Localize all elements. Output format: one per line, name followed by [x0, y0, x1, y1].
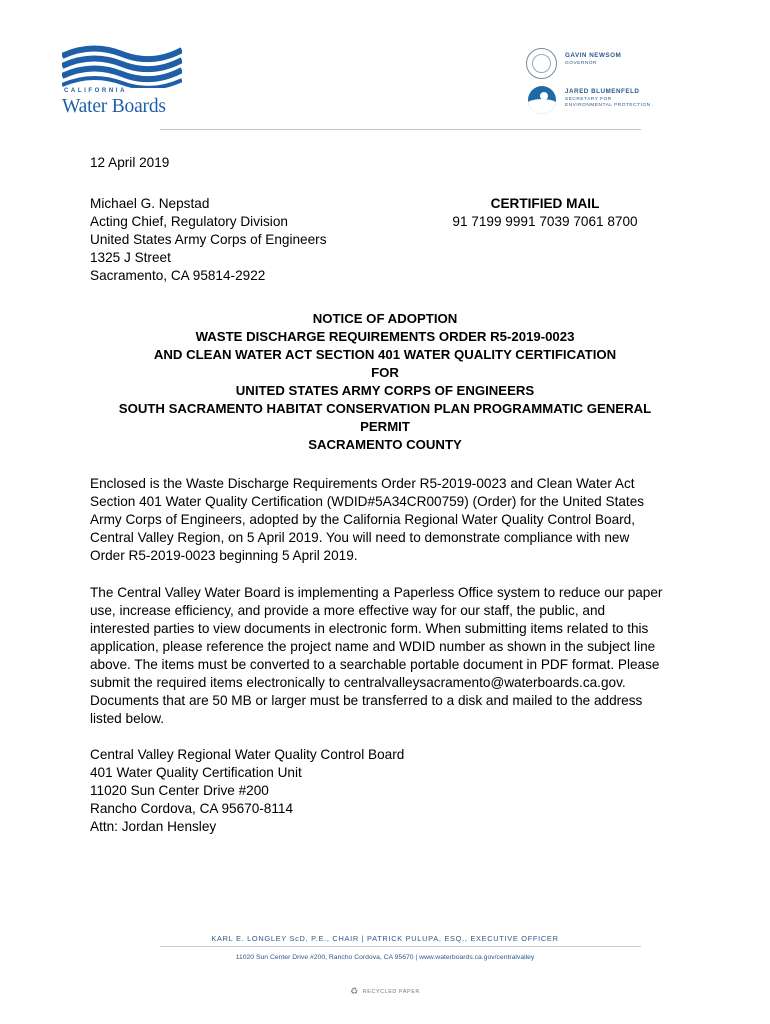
recycled-paper-text: RECYCLED PAPER	[362, 988, 420, 995]
water-boards-logo	[62, 44, 182, 120]
subject-line: AND CLEAN WATER ACT SECTION 401 WATER QUALITY CERTIFICATION	[153, 347, 617, 362]
certified-mail-number: 91 7199 9991 7039 7061 8700	[452, 214, 638, 229]
paragraph-line: Army Corps of Engineers, adopted by the California Regional Water Quality Control Board,	[90, 512, 636, 527]
paragraph-line: interested parties to view documents in electronic form. When submitting items related to this	[90, 621, 649, 636]
mailing-line: Attn: Jordan Hensley	[90, 819, 217, 834]
recipient-line: Acting Chief, Regulatory Division	[90, 214, 288, 229]
logo-state-text: CALIFORNIA	[64, 88, 127, 94]
water-waves-logo-icon	[62, 44, 182, 88]
california-seal-icon	[526, 48, 557, 79]
paragraph-line: above. The items must be converted to a searchable portable document in PDF format. Please	[90, 657, 660, 672]
paragraph-line: use, increase efficiency, and provide a more effective way for our staff, the public, and	[90, 603, 606, 618]
footer-officers: KARL E. LONGLEY ScD, P.E., CHAIR | PATRICK PULUPA, ESQ., EXECUTIVE OFFICER	[211, 934, 559, 943]
paragraph-line: listed below.	[90, 711, 165, 726]
governor-name: GAVIN NEWSOM	[565, 52, 622, 59]
secretary-title-line1: SECRETARY FOR	[565, 97, 612, 102]
recipient-line: Sacramento, CA 95814-2922	[90, 268, 266, 283]
subject-line: SACRAMENTO COUNTY	[308, 437, 462, 452]
footer-address: 11020 Sun Center Drive #200, Rancho Cordova, CA 95670 | www.waterboards.ca.gov/centralvalley	[235, 954, 535, 961]
recipient-address	[90, 195, 327, 285]
subject-line: WASTE DISCHARGE REQUIREMENTS ORDER R5-2019-0023	[195, 329, 575, 344]
governor-title: GOVERNOR	[565, 61, 597, 66]
paragraph-line: Enclosed is the Waste Discharge Requirements Order R5-2019-0023 and Clean Water Act	[90, 476, 635, 491]
mailing-line: 401 Water Quality Certification Unit	[90, 765, 302, 780]
subject-line: UNITED STATES ARMY CORPS OF ENGINEERS	[235, 383, 535, 398]
calepa-logo-icon	[528, 86, 556, 114]
certified-mail-label: CERTIFIED MAIL	[490, 196, 600, 211]
recycle-icon: ♻	[350, 986, 359, 996]
subject-line: SOUTH SACRAMENTO HABITAT CONSERVATION PLAN PROGRAMMATIC GENERAL	[118, 401, 652, 416]
paragraph-line: Central Valley Region, on 5 April 2019. You will need to demonstrate compliance with new	[90, 530, 630, 545]
subject-line: PERMIT	[360, 419, 410, 434]
paragraph-line: Section 401 Water Quality Certification (WDID#5A34CR00759) (Order) for the United States	[90, 494, 645, 509]
mailing-line: 11020 Sun Center Drive #200	[90, 783, 269, 798]
subject-line: FOR	[371, 365, 399, 380]
paragraph-line: Documents that are 50 MB or larger must be transferred to a disk and mailed to the address	[90, 693, 643, 708]
recipient-line: United States Army Corps of Engineers	[90, 232, 327, 247]
recycled-paper-note	[0, 986, 770, 997]
secretary-name: JARED BLUMENFELD	[565, 88, 640, 95]
logo-name-text: Water Boards	[62, 96, 166, 117]
mailing-address	[90, 746, 404, 836]
certified-mail-block	[440, 195, 650, 231]
mailing-line: Central Valley Regional Water Quality Control Board	[90, 747, 405, 762]
paragraph-line: application, please reference the project name and WDID number as shown in the subject line	[90, 639, 656, 654]
subject-line: NOTICE OF ADOPTION	[312, 311, 458, 326]
letter-date: 12 April 2019	[90, 155, 170, 170]
secretary-title-line2: ENVIRONMENTAL PROTECTION	[565, 103, 651, 108]
body-paragraph-1	[90, 475, 644, 565]
footer-divider	[160, 946, 641, 947]
body-paragraph-2	[90, 584, 662, 728]
paragraph-line: The Central Valley Water Board is implementing a Paperless Office system to reduce our paper	[90, 585, 663, 600]
recipient-line: Michael G. Nepstad	[90, 196, 210, 211]
recipient-line: 1325 J Street	[90, 250, 171, 265]
paragraph-line: submit the required items electronically to centralvalleysacramento@waterboards.ca.gov.	[90, 675, 626, 690]
paragraph-line: Order R5-2019-0023 beginning 5 April 2019.	[90, 548, 358, 563]
mailing-line: Rancho Cordova, CA 95670-8114	[90, 801, 294, 816]
subject-heading	[90, 310, 680, 454]
officials-block	[524, 46, 654, 122]
header-divider	[160, 129, 641, 130]
